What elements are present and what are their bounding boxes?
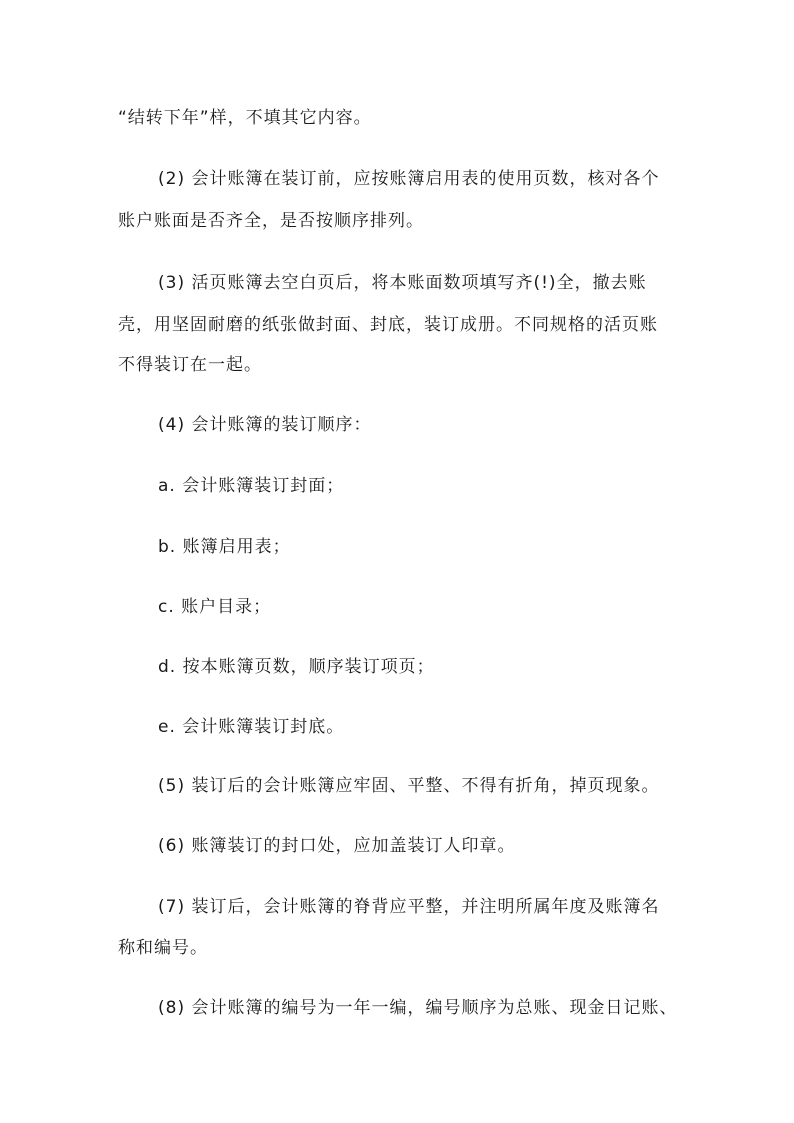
text-line: (8) 会计账簿的编号为一年一编，编号顺序为总账、现金日记账、 bbox=[158, 998, 678, 1018]
text-line: 壳，用坚固耐磨的纸张做封面、封底，装订成册。不同规格的活页账 bbox=[118, 315, 658, 335]
list-item: c. 账户目录； bbox=[158, 597, 272, 617]
text-line: 账户账面是否齐全，是否按顺序排列。 bbox=[118, 211, 424, 231]
text-line: (6) 账簿装订的封口处，应加盖装订人印章。 bbox=[158, 836, 516, 856]
text-line: (5) 装订后的会计账簿应牢固、平整、不得有折角，掉页现象。 bbox=[158, 776, 660, 796]
list-item: b. 账簿启用表； bbox=[158, 537, 291, 557]
text-line: 称和编号。 bbox=[118, 938, 208, 958]
text-line: (4) 会计账簿的装订顺序： bbox=[158, 415, 372, 435]
text-line: (2) 会计账簿在装订前，应按账簿启用表的使用页数，核对各个 bbox=[158, 169, 660, 189]
text-line: 不得装订在一起。 bbox=[118, 355, 262, 375]
text-line: (3) 活页账簿去空白页后，将本账面数项填写齐(!)全，撤去账 bbox=[158, 273, 647, 293]
list-item: e. 会计账簿装订封底。 bbox=[158, 717, 345, 737]
text-line: “结转下年”样，不填其它内容。 bbox=[118, 108, 372, 128]
list-item: a. 会计账簿装订封面； bbox=[158, 476, 345, 496]
text-line: (7) 装订后，会计账簿的脊背应平整，并注明所属年度及账簿名 bbox=[158, 897, 660, 917]
list-item: d. 按本账簿页数，顺序装订项页； bbox=[158, 657, 435, 677]
